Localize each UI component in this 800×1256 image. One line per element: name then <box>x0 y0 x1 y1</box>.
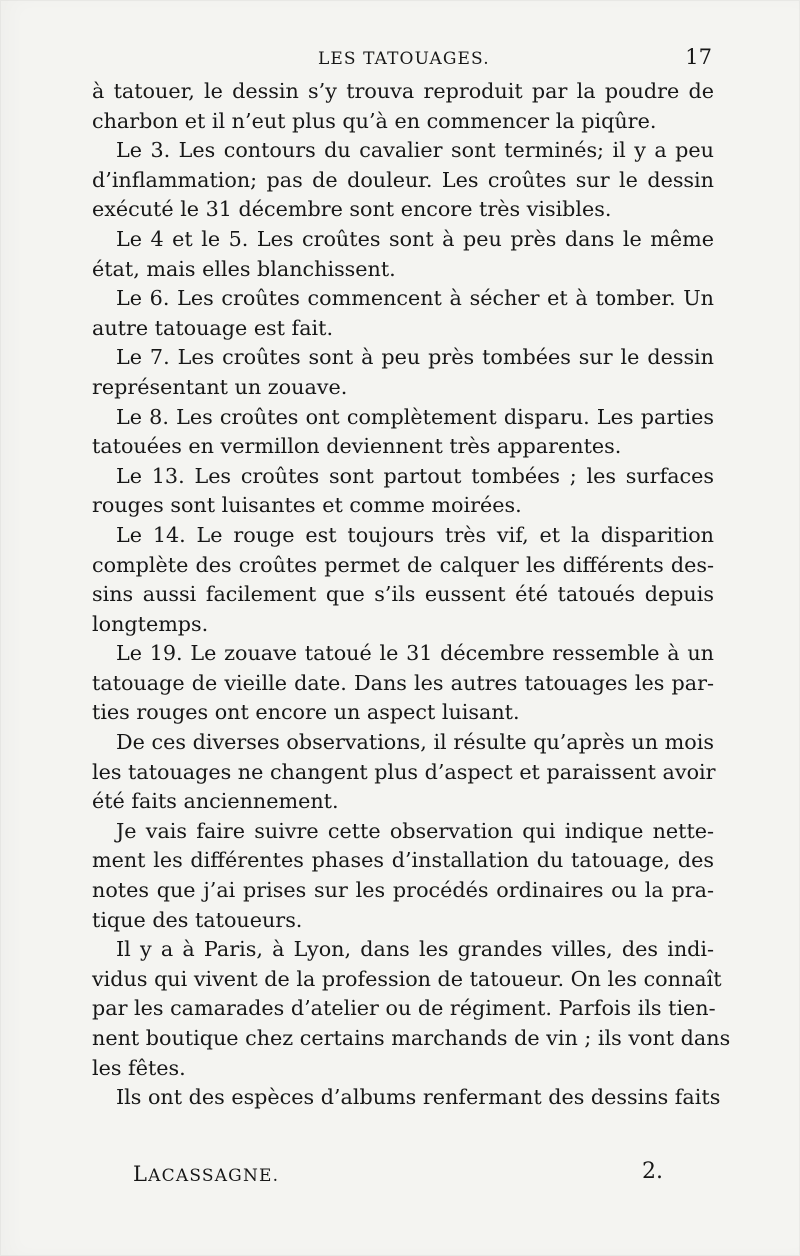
text-line: Le 7. Les croûtes sont à peu près tombées sur le dessin <box>116 345 714 370</box>
running-header <box>92 44 712 74</box>
text-line: autre tatouage est fait. <box>92 315 334 340</box>
footer-initial: L <box>133 1162 149 1186</box>
text-line: exécuté le 31 décembre sont encore très visibles. <box>92 197 612 222</box>
text-line: ment les différentes phases d’installation du tatouage, des <box>92 848 714 873</box>
text-line: nent boutique chez certains marchands de vin ; ils vont dans <box>92 1026 731 1050</box>
text-line: Le 19. Le zouave tatoué le 31 décembre ressemble à un <box>116 641 714 666</box>
footer-name: ACASSAGNE. <box>148 1166 280 1186</box>
text-line: tatouage de vieille date. Dans les autres tatouages les par- <box>92 670 714 695</box>
text-line: les fêtes. <box>92 1055 186 1080</box>
text-line: à tatouer, le dessin s’y trouva reproduit par la poudre de <box>92 79 714 103</box>
text-line: Je vais faire suivre cette observation qui indique nette- <box>116 818 714 843</box>
text-line: charbon et il n’eut plus qu’à en commencer la piqûre. <box>92 108 657 133</box>
running-title: LES TATOUAGES. <box>318 49 490 69</box>
text-line: représentant un zouave. <box>92 374 348 399</box>
signature-mark-left <box>133 1162 279 1186</box>
text-line: sins aussi facilement que s’ils eussent été tatoués depuis <box>92 582 714 607</box>
body-text <box>92 77 731 1113</box>
text-line: Il y a à Paris, à Lyon, dans les grandes villes, des indi- <box>116 937 714 962</box>
text-line: De ces diverses observations, il résulte qu’après un mois <box>116 730 714 755</box>
text-line: tique des tatoueurs. <box>92 907 303 932</box>
signature-mark-right: 2. <box>642 1159 663 1184</box>
text-line: les tatouages ne changent plus d’aspect et paraissent avoir <box>92 759 716 784</box>
text-line: ties rouges ont encore un aspect luisant. <box>92 700 520 725</box>
text-line: Le 3. Les contours du cavalier sont terminés; il y a peu <box>116 138 714 163</box>
text-line: longtemps. <box>92 611 209 636</box>
text-line: par les camarades d’atelier ou de régiment. Parfois ils tien- <box>92 996 716 1021</box>
text-line: Le 8. Les croûtes ont complètement disparu. Les parties <box>116 404 714 429</box>
text-line: Le 6. Les croûtes commencent à sécher et à tomber. Un <box>116 286 714 311</box>
text-line: d’inflammation; pas de douleur. Les croûtes sur le dessin <box>92 167 714 192</box>
page-number: 17 <box>685 45 712 69</box>
text-line: notes que j’ai prises sur les procédés ordinaires ou la pra- <box>92 878 714 903</box>
text-line: vidus qui vivent de la profession de tatoueur. On les connaît <box>92 966 722 991</box>
text-line: tatouées en vermillon deviennent très apparentes. <box>92 434 622 459</box>
text-line: Le 14. Le rouge est toujours très vif, et la disparition <box>116 522 714 547</box>
text-line: Le 4 et le 5. Les croûtes sont à peu près dans le même <box>116 226 714 251</box>
footer <box>133 1159 663 1192</box>
text-line: complète des croûtes permet de calquer les différents des- <box>92 552 714 577</box>
text-line: été faits anciennement. <box>92 789 339 814</box>
text-line: Le 13. Les croûtes sont partout tombées ; les surfaces <box>116 463 714 488</box>
text-line: rouges sont luisantes et comme moirées. <box>92 493 522 518</box>
text-line: état, mais elles blanchissent. <box>92 256 396 281</box>
text-line: Ils ont des espèces d’albums renfermant des dessins faits <box>116 1085 721 1110</box>
